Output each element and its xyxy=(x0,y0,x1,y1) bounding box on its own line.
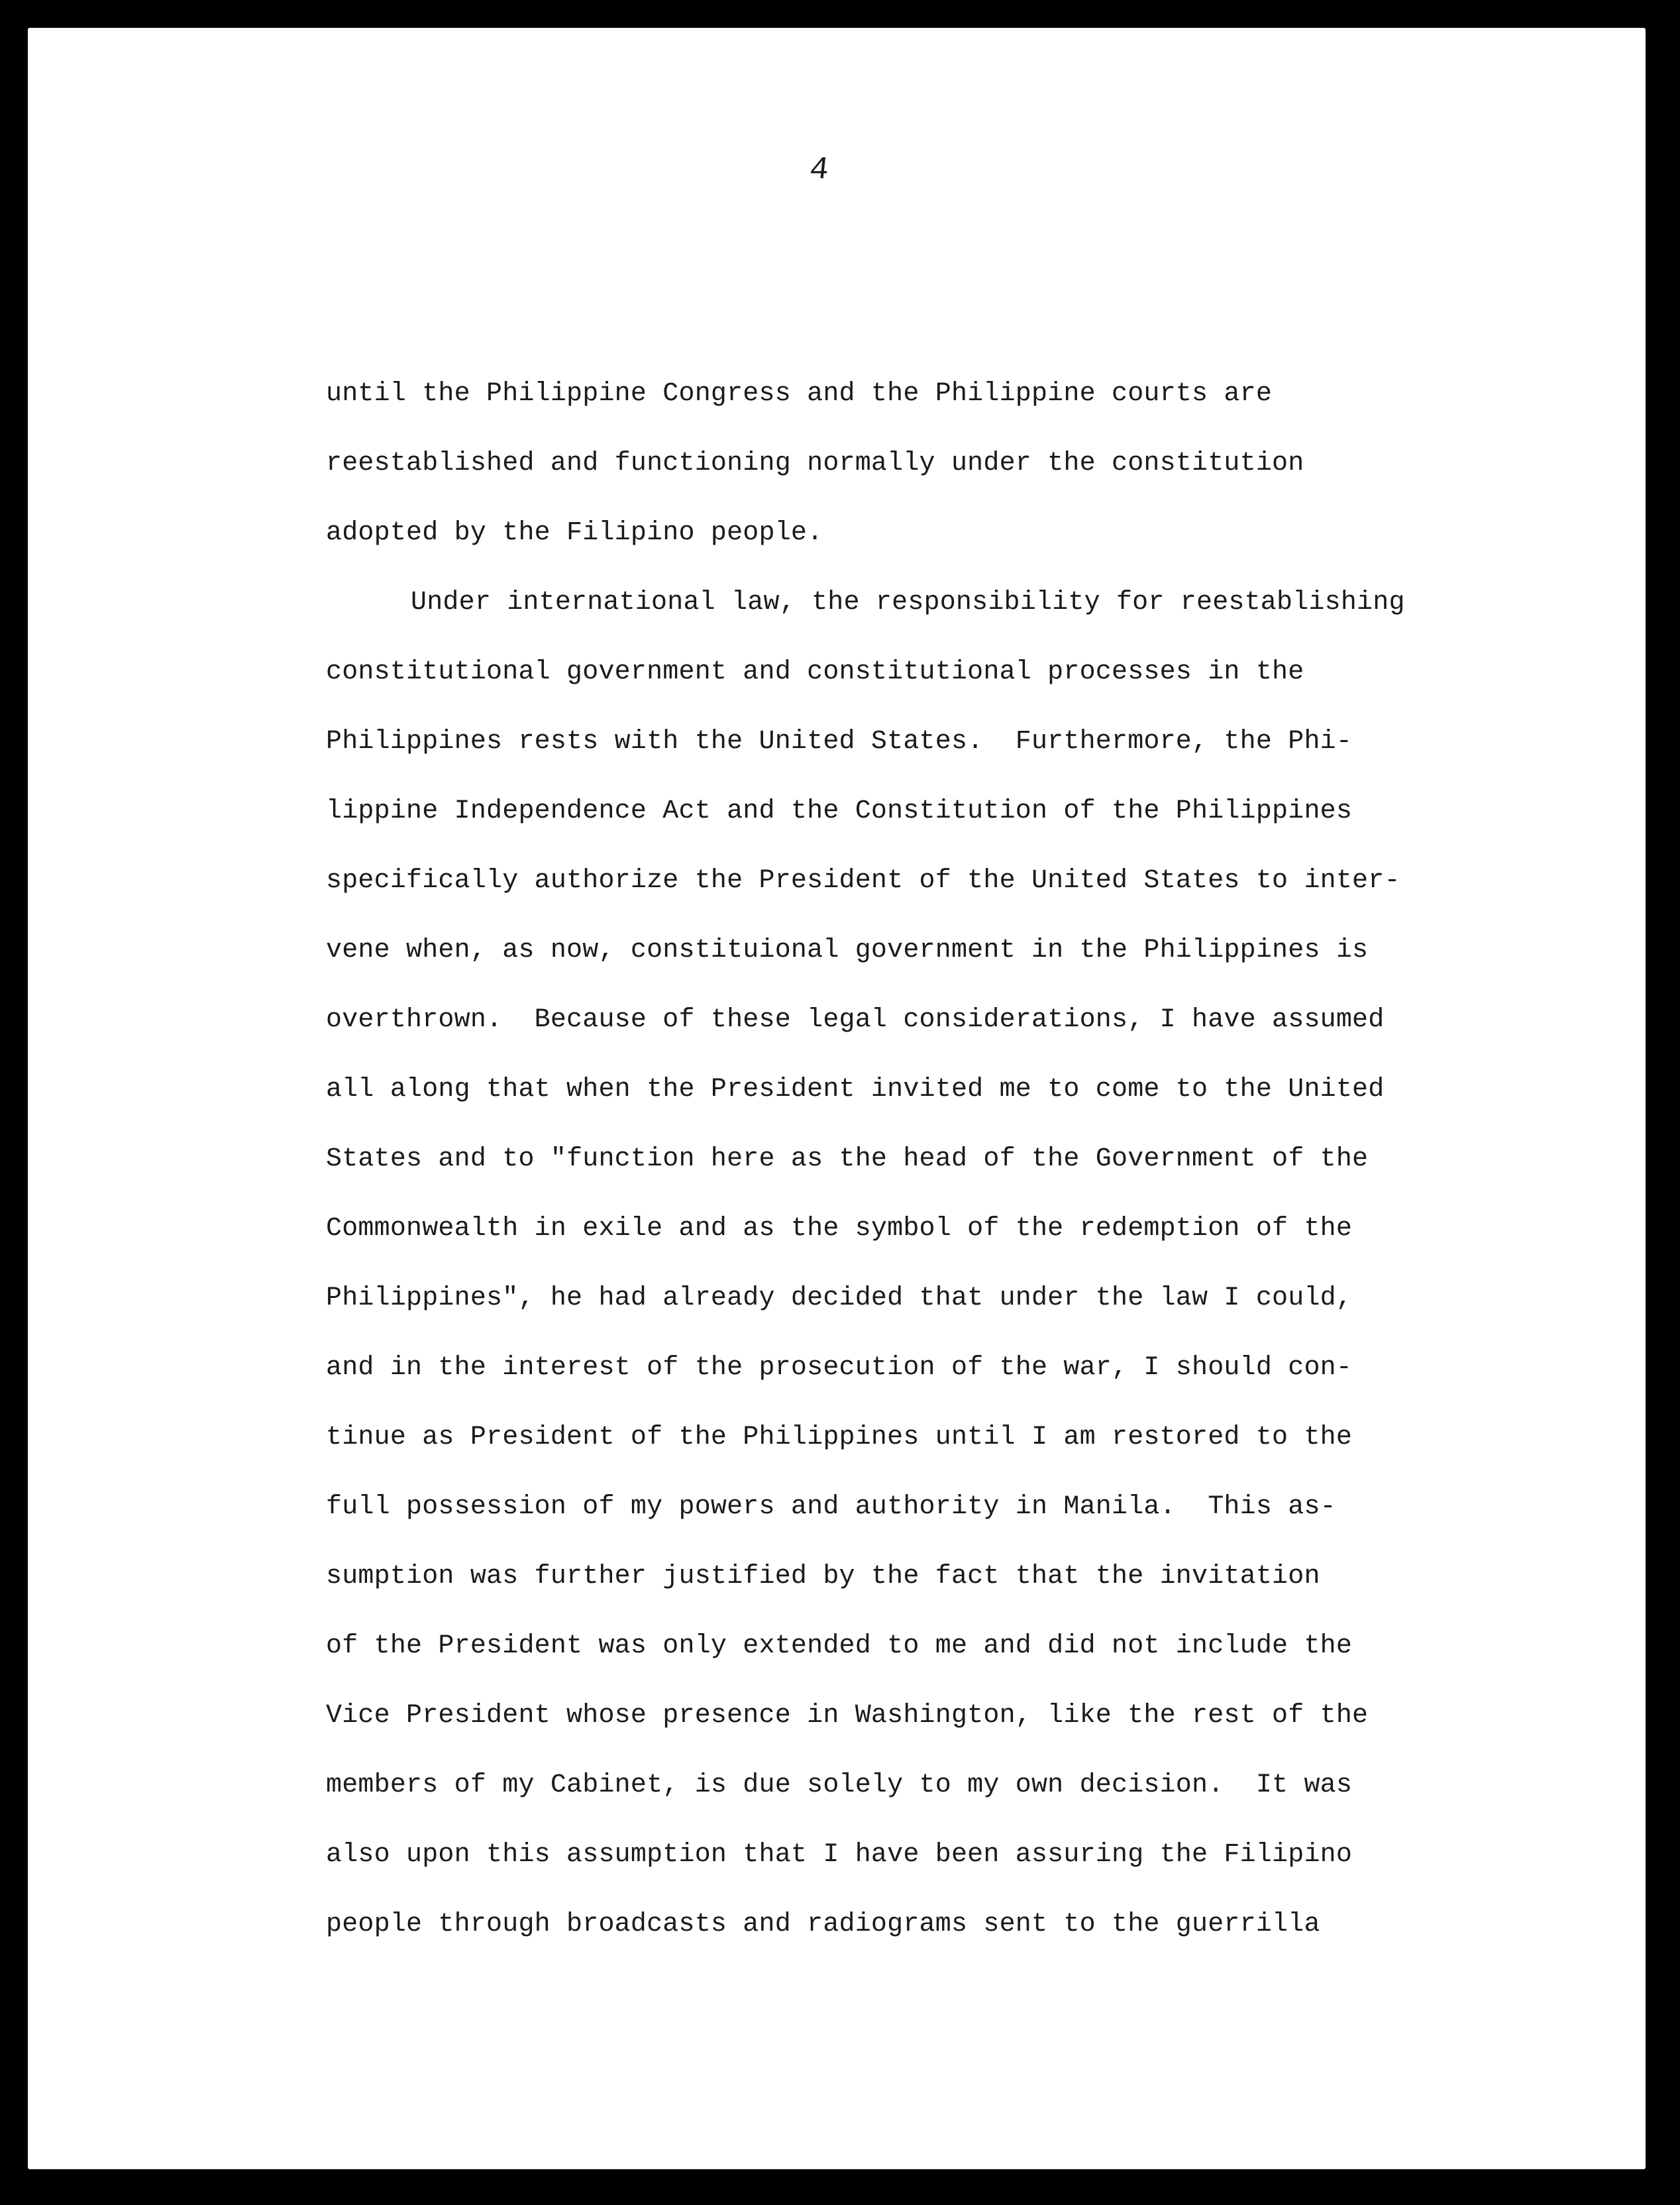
text-line: of the President was only extended to me and did not include the xyxy=(326,1631,1353,1661)
text-line: States and to "function here as the head of the Government of the xyxy=(326,1144,1369,1174)
text-line: Commonwealth in exile and as the symbol of the redemption of the xyxy=(326,1214,1353,1244)
text-line: until the Philippine Congress and the Philippine courts are xyxy=(326,379,1273,409)
text-line: also upon this assumption that I have been assuring the Filipino xyxy=(326,1840,1353,1870)
text-line: all along that when the President invited me to come to the United xyxy=(326,1075,1385,1104)
paragraph-first-line: Under international law, the responsibility for reestablishing xyxy=(411,588,1405,618)
page-number: 4 xyxy=(808,152,831,188)
text-line: vene when, as now, constituional government in the Philippines is xyxy=(326,936,1369,965)
text-line: Philippines rests with the United States. Furthermore, the Phi- xyxy=(326,727,1353,757)
text-line: adopted by the Filipino people. xyxy=(326,518,823,548)
text-line: Vice President whose presence in Washington, like the rest of the xyxy=(326,1701,1369,1731)
text-line: constitutional government and constitutional processes in the xyxy=(326,657,1304,687)
text-line: full possession of my powers and authority in Manila. This as- xyxy=(326,1492,1336,1522)
text-line: people through broadcasts and radiograms sent to the guerrilla xyxy=(326,1909,1320,1939)
text-line: overthrown. Because of these legal considerations, I have assumed xyxy=(326,1005,1385,1035)
text-line: and in the interest of the prosecution of the war, I should con- xyxy=(326,1353,1353,1383)
text-line: Philippines", he had already decided that under the law I could, xyxy=(326,1283,1353,1313)
text-line: specifically authorize the President of the United States to inter- xyxy=(326,866,1400,896)
text-line: tinue as President of the Philippines until I am restored to the xyxy=(326,1423,1353,1452)
text-line: members of my Cabinet, is due solely to my own decision. It was xyxy=(326,1770,1353,1800)
text-line: reestablished and functioning normally under the constitution xyxy=(326,449,1304,478)
document-page xyxy=(28,28,1646,2169)
body-text xyxy=(326,359,1585,1959)
text-line: sumption was further justified by the fact that the invitation xyxy=(326,1562,1320,1591)
text-line: lippine Independence Act and the Constitution of the Philippines xyxy=(326,796,1353,826)
